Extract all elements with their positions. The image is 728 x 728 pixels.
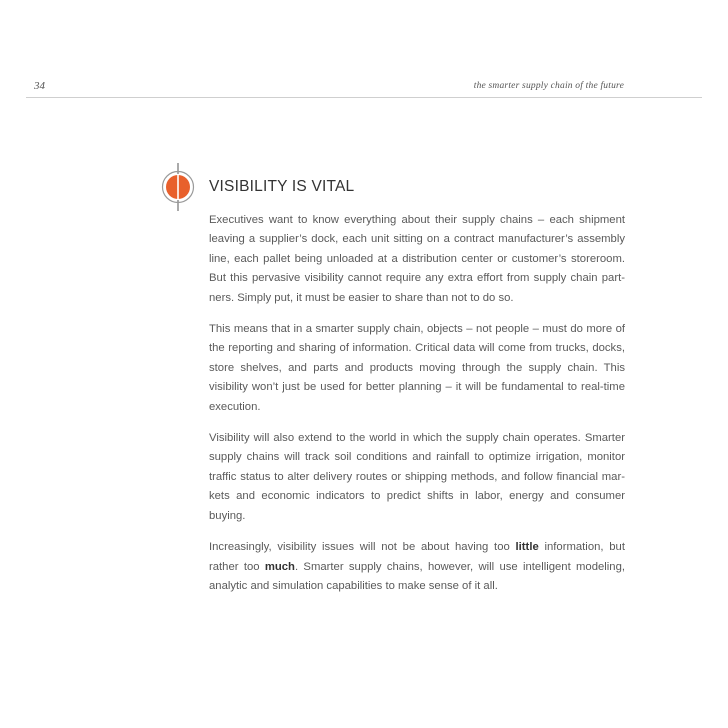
page-number: 34 (34, 80, 45, 92)
emphasis-little: little (515, 541, 539, 554)
paragraph-4-text-b: information, but rather too (209, 541, 625, 573)
header-rule (26, 97, 702, 98)
paragraph-4 (209, 538, 625, 596)
body-text (209, 211, 625, 608)
paragraph-4-text-c: . Smarter supply chains, however, will use intelligent modeling, analytic and simulation capabilities to make sense of it all. (209, 560, 625, 592)
paragraph-2: This means that in a smarter supply chain, objects – not people – must do more of the reporting and sharing of information. Critical data will come from trucks, docks, store shelves, and parts and products moving through the supply chain. This visibility won’t just be used for better planning – it will be fundamental to real-time execution. (209, 323, 625, 413)
paragraph-4-text-a: Increasingly, visibility issues will not be about having too (209, 541, 516, 554)
emphasis-much: much (264, 560, 295, 573)
compass-target-icon (158, 162, 198, 212)
running-header: the smarter supply chain of the future (473, 81, 624, 91)
paragraph-3: Visibility will also extend to the world in which the supply chain operates. Smarter supply chains will track soil conditions and rainfall to optimize irrigation, monitor traffic status to alter delivery routes or shipping methods, and follow financial markets and economic indicators to predict shifts in labor, energy and consumer buying. (209, 432, 625, 522)
section-title: VISIBILITY IS VITAL (209, 178, 355, 195)
paragraph-1: Executives want to know everything about their supply chains – each shipment leaving a supplier’s dock, each unit sitting on a contract manufacturer’s assembly line, each pallet being unloaded at a distribution center or customer’s storeroom. But this pervasive visibility cannot require any extra effort from supply chain partners. Simply put, it must be easier to share than not to do so. (209, 214, 625, 304)
